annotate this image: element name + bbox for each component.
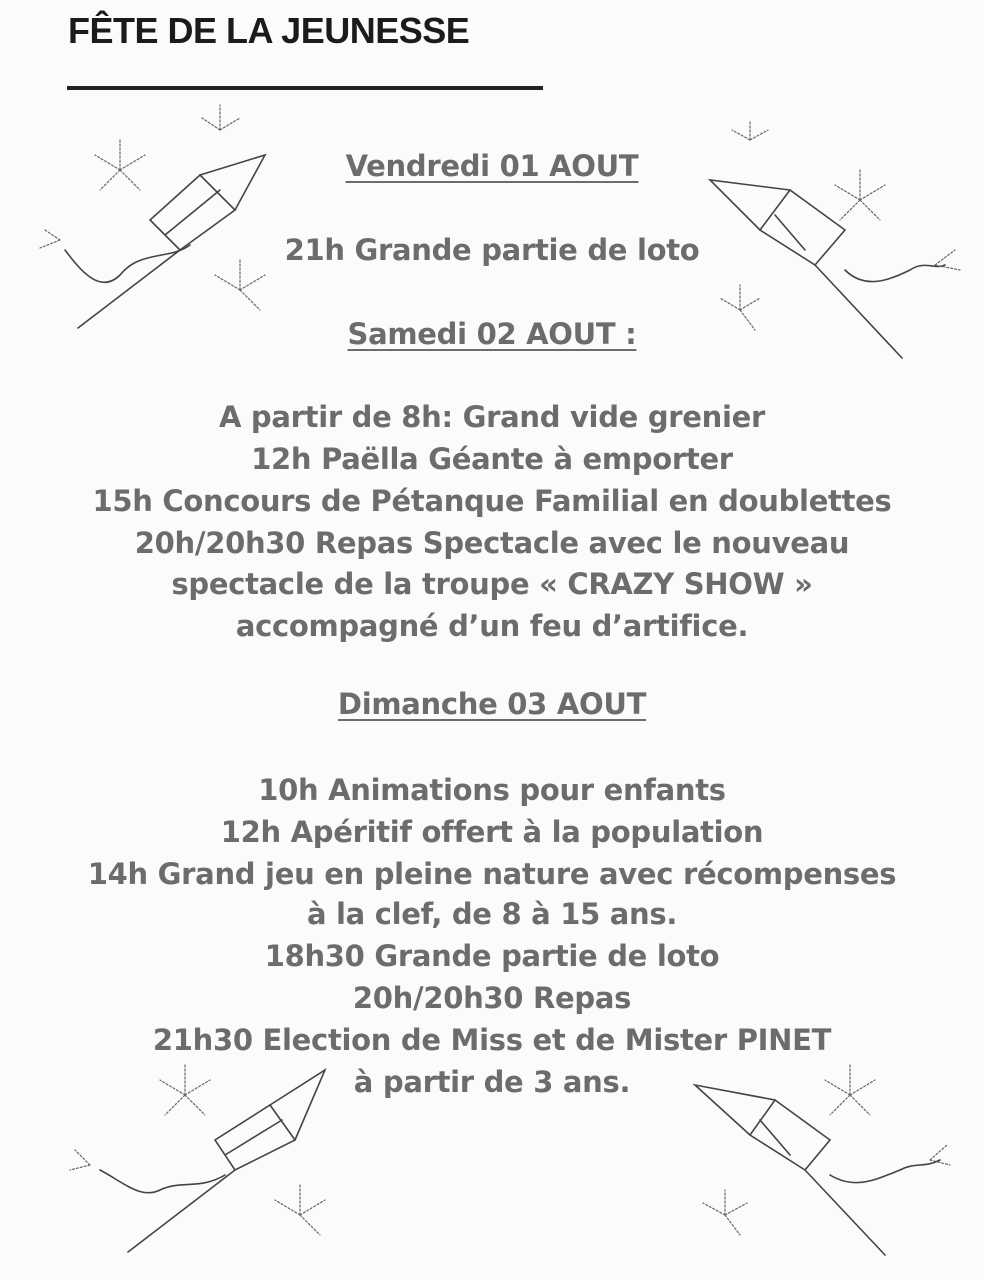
event-line: 12h Paëlla Géante à emporter bbox=[251, 442, 733, 476]
firework-rocket-icon bbox=[680, 120, 970, 370]
event-line: 14h Grand jeu en pleine nature avec récompenses bbox=[87, 857, 897, 891]
event-line: 21h Grande partie de loto bbox=[284, 233, 700, 267]
event-line: 20h/20h30 Repas Spectacle avec le nouveau bbox=[134, 526, 850, 560]
event-line: 15h Concours de Pétanque Familial en doublettes bbox=[92, 484, 892, 518]
title-underline bbox=[67, 86, 543, 90]
day-heading-friday: Vendredi 01 AOUT bbox=[345, 149, 639, 183]
event-line: 12h Apéritif offert à la population bbox=[220, 815, 764, 849]
firework-rocket-icon bbox=[30, 100, 290, 340]
event-line: 18h30 Grande partie de loto bbox=[264, 939, 720, 973]
event-line: à la clef, de 8 à 15 ans. bbox=[306, 897, 678, 931]
event-line: 21h30 Election de Miss et de Mister PINET bbox=[152, 1023, 832, 1057]
firework-rocket-icon bbox=[60, 1040, 350, 1270]
event-line: à partir de 3 ans. bbox=[353, 1065, 631, 1099]
day-heading-saturday: Samedi 02 AOUT : bbox=[347, 317, 637, 351]
event-line: A partir de 8h: Grand vide grenier bbox=[218, 400, 766, 434]
day-heading-sunday: Dimanche 03 AOUT bbox=[337, 687, 647, 721]
event-line: 10h Animations pour enfants bbox=[258, 773, 726, 807]
event-line: 20h/20h30 Repas bbox=[352, 981, 632, 1015]
event-line: accompagné d’un feu d’artifice. bbox=[235, 609, 749, 643]
firework-rocket-icon bbox=[665, 1050, 955, 1270]
page-title: FÊTE DE LA JEUNESSE bbox=[68, 10, 470, 51]
event-line: spectacle de la troupe « CRAZY SHOW » bbox=[171, 567, 813, 601]
